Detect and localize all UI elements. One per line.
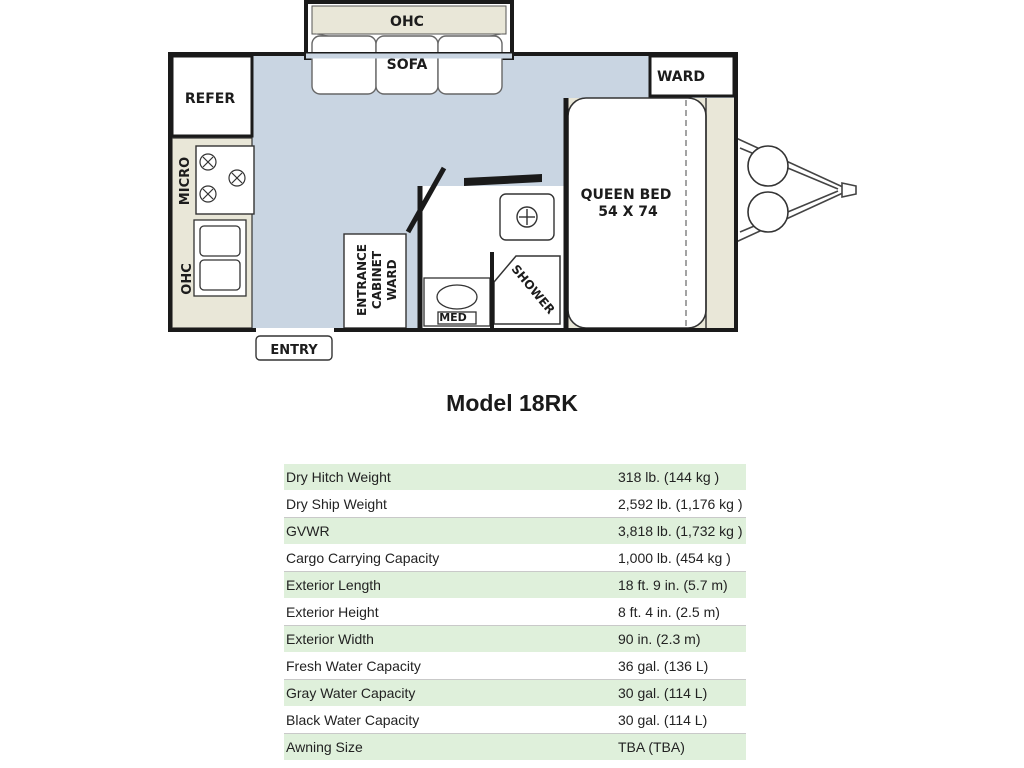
label-shower: SHOWER bbox=[508, 262, 558, 317]
spec-value: 2,592 lb. (1,176 kg ) bbox=[616, 491, 746, 518]
spec-row bbox=[284, 626, 746, 653]
label-refer: REFER bbox=[184, 91, 236, 107]
spec-row bbox=[284, 518, 746, 545]
spec-row bbox=[284, 572, 746, 599]
spec-label: Exterior Height bbox=[284, 599, 616, 626]
spec-value: 90 in. (2.3 m) bbox=[616, 626, 746, 653]
spec-label: Gray Water Capacity bbox=[284, 680, 616, 707]
spec-label: GVWR bbox=[284, 518, 616, 545]
label-queen-bed: QUEEN BED bbox=[580, 187, 672, 203]
spec-label: Black Water Capacity bbox=[284, 707, 616, 734]
spec-value: 30 gal. (114 L) bbox=[616, 680, 746, 707]
spec-label: Dry Ship Weight bbox=[284, 491, 616, 518]
spec-row bbox=[284, 653, 746, 680]
spec-row bbox=[284, 545, 746, 572]
specs-table bbox=[284, 464, 746, 761]
spec-value: 1,000 lb. (454 kg ) bbox=[616, 545, 746, 572]
label-ohc-left: OHC bbox=[180, 263, 195, 295]
spec-row bbox=[284, 464, 746, 491]
spec-value: 8 ft. 4 in. (2.5 m) bbox=[616, 599, 746, 626]
spec-value: 3,818 lb. (1,732 kg ) bbox=[616, 518, 746, 545]
spec-value: 318 lb. (144 kg ) bbox=[616, 464, 746, 491]
spec-label: Fresh Water Capacity bbox=[284, 653, 616, 680]
spec-value: 18 ft. 9 in. (5.7 m) bbox=[616, 572, 746, 599]
label-med: MED bbox=[439, 311, 467, 324]
label-bed-size: 54 X 74 bbox=[598, 204, 658, 220]
toilet bbox=[500, 194, 554, 240]
label-ohc-top: OHC bbox=[390, 14, 424, 30]
spec-row bbox=[284, 707, 746, 734]
spec-row bbox=[284, 680, 746, 707]
label-entrance: ENTRANCE bbox=[355, 244, 369, 316]
spec-label: Cargo Carrying Capacity bbox=[284, 545, 616, 572]
spec-value: 36 gal. (136 L) bbox=[616, 653, 746, 680]
spec-label: Exterior Length bbox=[284, 572, 616, 599]
spec-label: Exterior Width bbox=[284, 626, 616, 653]
spec-value: TBA (TBA) bbox=[616, 734, 746, 761]
label-sofa: SOFA bbox=[386, 57, 428, 73]
label-entry: ENTRY bbox=[270, 343, 318, 358]
spec-row bbox=[284, 491, 746, 518]
spec-row bbox=[284, 599, 746, 626]
label-ward-right: WARD bbox=[656, 69, 706, 85]
kitchen-sink bbox=[194, 220, 246, 296]
label-micro: MICRO bbox=[178, 156, 193, 206]
spec-label: Dry Hitch Weight bbox=[284, 464, 616, 491]
label-cabinet: CABINET bbox=[370, 250, 384, 310]
floorplan-diagram bbox=[0, 0, 1024, 380]
spec-row bbox=[284, 734, 746, 761]
spec-label: Awning Size bbox=[284, 734, 616, 761]
spec-value: 30 gal. (114 L) bbox=[616, 707, 746, 734]
propane-tanks bbox=[748, 146, 788, 232]
model-title: Model 18RK bbox=[446, 390, 578, 416]
label-ward-entrance: WARD bbox=[385, 259, 399, 301]
